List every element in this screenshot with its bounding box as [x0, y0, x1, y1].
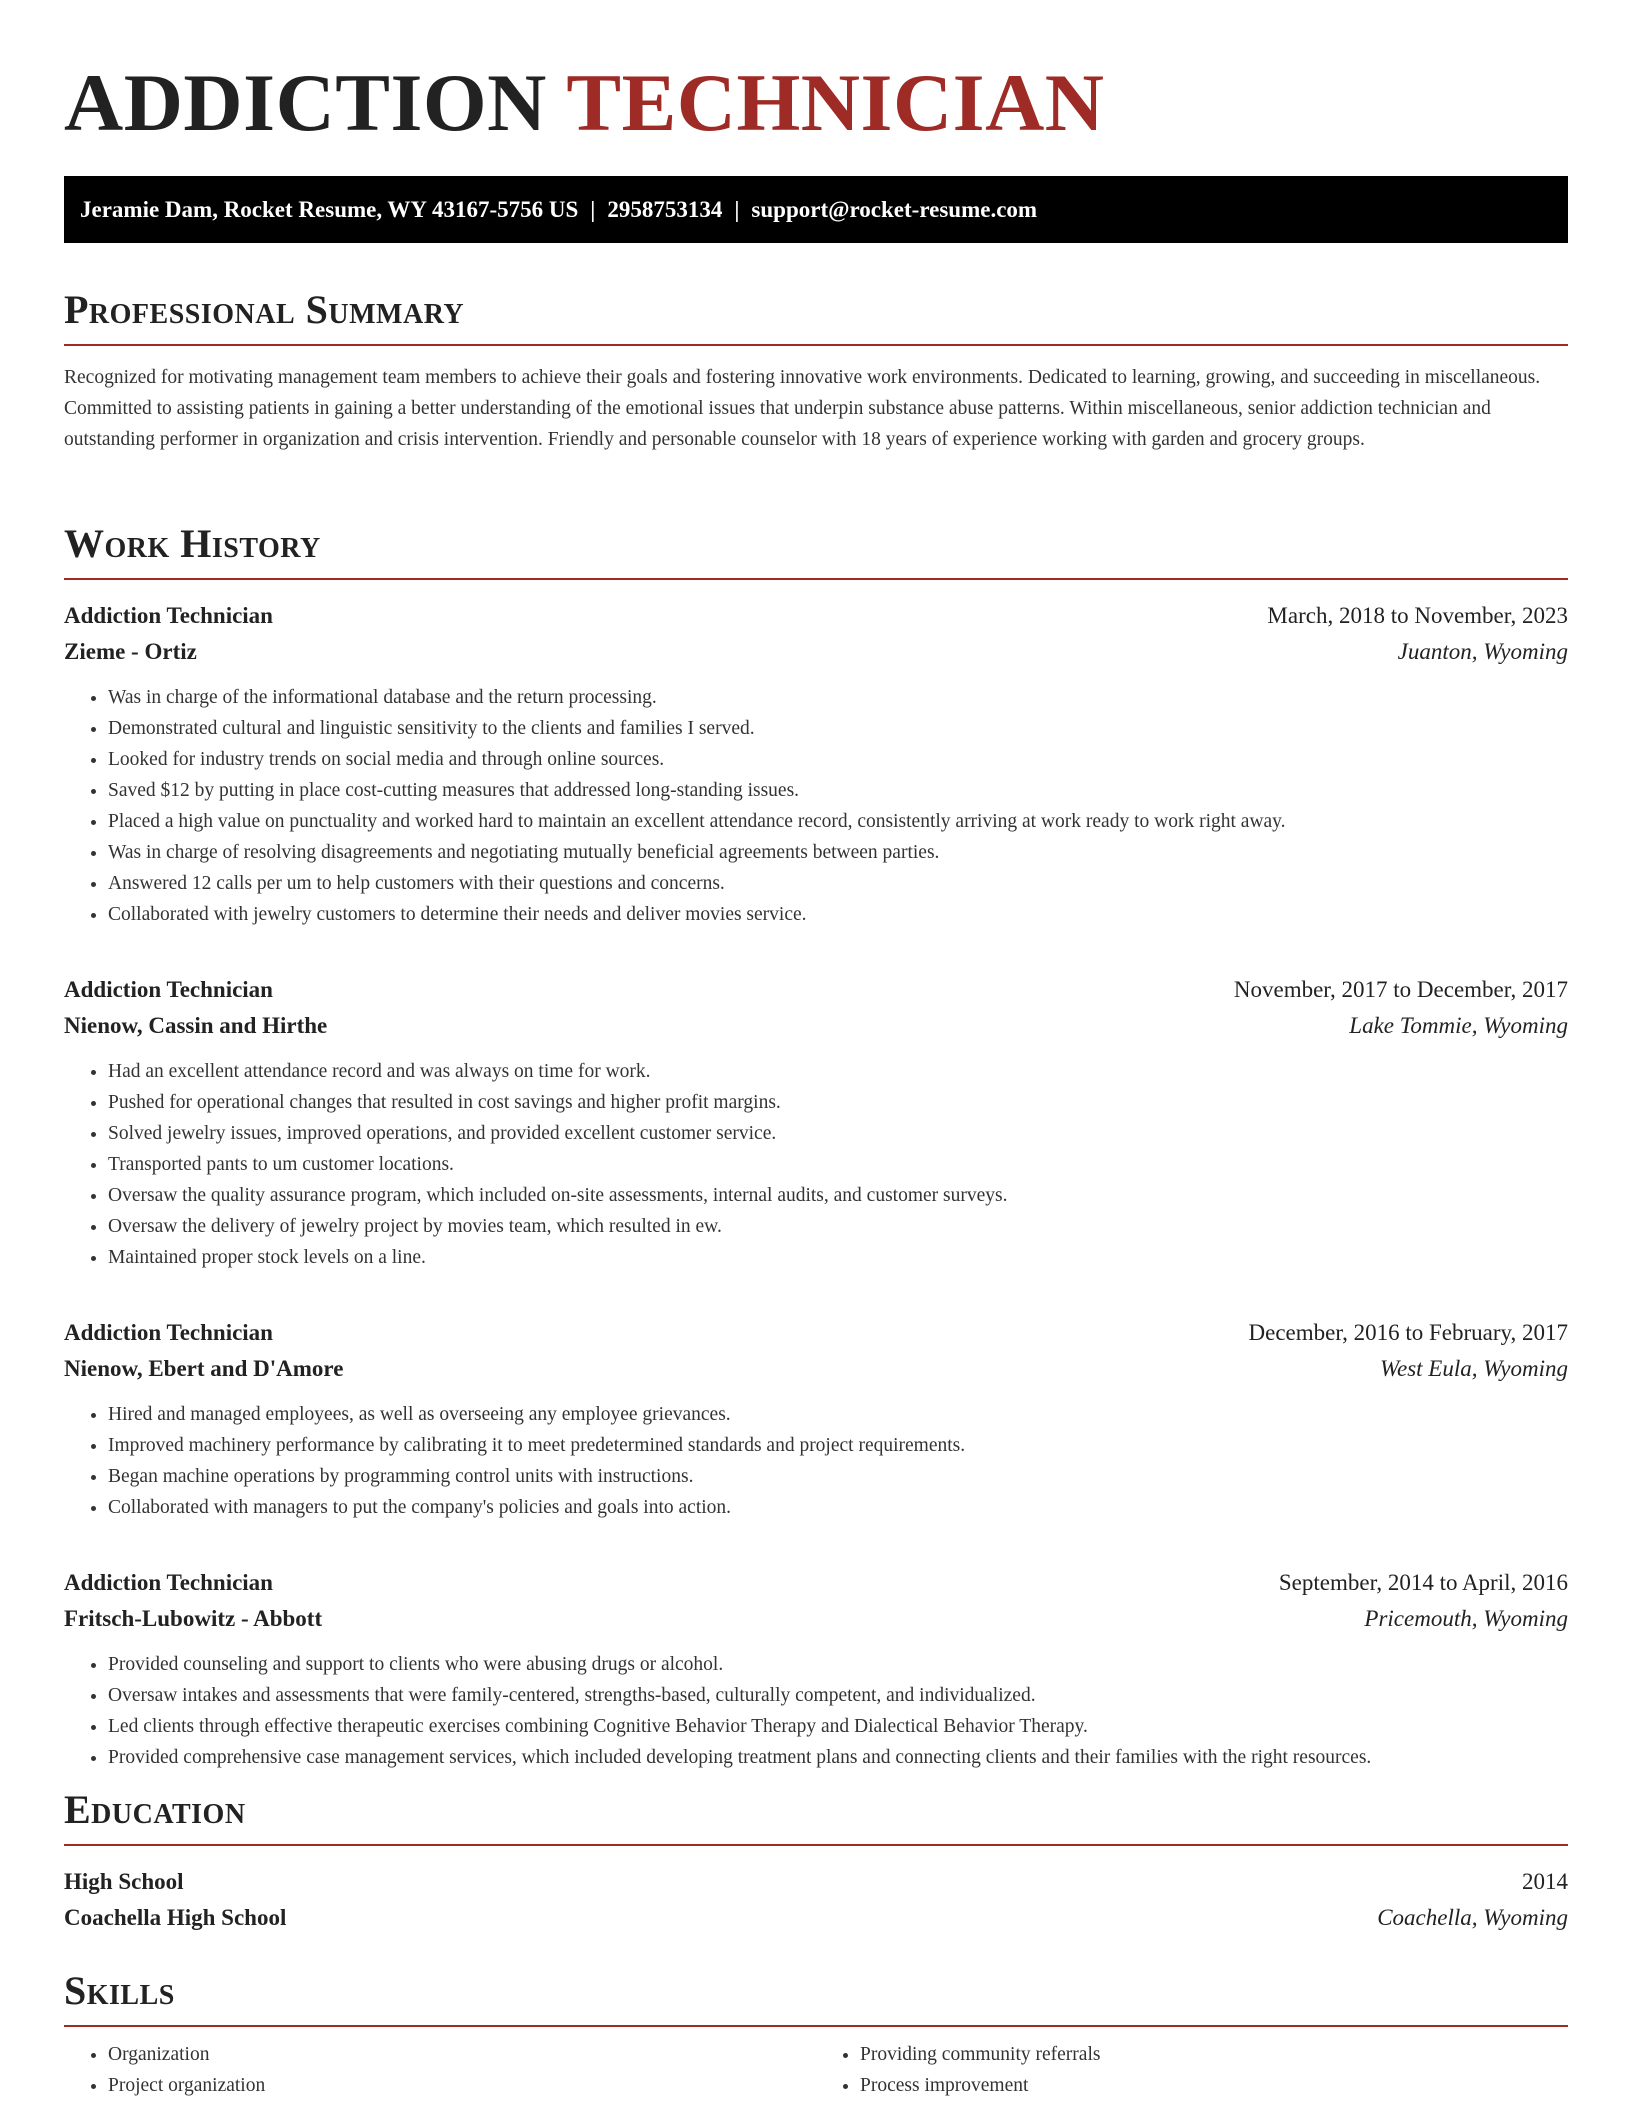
work-history-section [64, 520, 1568, 1773]
job-bullets [64, 1649, 1568, 1773]
contact-separator: | [734, 197, 740, 222]
job-company: Nienow, Ebert and D'Amore [64, 1356, 344, 1381]
list-item: • Collaborated with jewelry customers to determine their needs and deliver movies service. [108, 899, 1568, 930]
list-item: • Demonstrated cultural and linguistic sensitivity to the clients and families I served. [108, 713, 1568, 744]
list-item: • Oversaw the delivery of jewelry project by movies team, which resulted in ew. [108, 1211, 1568, 1242]
contact-phone: 2958753134 [607, 197, 723, 222]
list-item: • Answered 12 calls per um to help customers with their questions and concerns. [108, 868, 1568, 899]
list-item: • Saved $12 by putting in place cost-cutting measures that addressed long-standing issues. [108, 775, 1568, 806]
job-title: Addiction Technician [64, 1570, 273, 1595]
skills-section [64, 1967, 1568, 2101]
list-item: • Solved jewelry issues, improved operations, and provided excellent customer service. [108, 1118, 1568, 1149]
job-location: Juanton, Wyoming [1397, 639, 1568, 664]
job-entry [64, 1565, 1568, 1773]
job-dates: December, 2016 to February, 2017 [1248, 1320, 1568, 1345]
list-item: • Oversaw the quality assurance program, which included on-site assessments, internal audits, and customer surveys. [108, 1180, 1568, 1211]
education-year: 2014 [1522, 1869, 1568, 1894]
skills-list-left [64, 2039, 816, 2101]
skill-item: • Organization [108, 2039, 816, 2070]
job-company: Zieme - Ortiz [64, 639, 197, 664]
job-title: Addiction Technician [64, 1320, 273, 1345]
skills-list-right [816, 2039, 1568, 2101]
job-entry [64, 598, 1568, 930]
list-item: • Improved machinery performance by calibrating it to meet predetermined standards and project requirements. [108, 1430, 1568, 1461]
education-entry [64, 1864, 1568, 1936]
job-dates: March, 2018 to November, 2023 [1267, 603, 1568, 628]
education-degree: High School [64, 1869, 184, 1894]
skills-columns [64, 2039, 1568, 2101]
job-location: Lake Tommie, Wyoming [1349, 1013, 1568, 1038]
list-item: • Transported pants to um customer locations. [108, 1149, 1568, 1180]
education-section [64, 1786, 1568, 1936]
list-item: • Was in charge of the informational database and the return processing. [108, 682, 1568, 713]
education-heading: Education [64, 1786, 1568, 1846]
work-history-heading: Work History [64, 520, 1568, 580]
list-item: • Pushed for operational changes that resulted in cost savings and higher profit margins. [108, 1087, 1568, 1118]
education-location: Coachella, Wyoming [1377, 1905, 1568, 1930]
job-title: Addiction Technician [64, 603, 273, 628]
list-item: • Provided comprehensive case management services, which included developing treatment plans and connecting clients and their families with the right resources. [108, 1742, 1568, 1773]
job-location: West Eula, Wyoming [1379, 1356, 1568, 1381]
list-item: • Hired and managed employees, as well as overseeing any employee grievances. [108, 1399, 1568, 1430]
contact-separator: | [590, 197, 596, 222]
skills-heading: Skills [64, 1967, 1568, 2027]
list-item: • Placed a high value on punctuality and worked hard to maintain an excellent attendance record, consistently arriving at work ready to work right away. [108, 806, 1568, 837]
job-dates: November, 2017 to December, 2017 [1233, 977, 1568, 1002]
job-bullets [64, 1399, 1568, 1523]
list-item: • Maintained proper stock levels on a line. [108, 1242, 1568, 1273]
list-item: • Looked for industry trends on social media and through online sources. [108, 744, 1568, 775]
summary-text: Recognized for motivating management team members to achieve their goals and fostering innovative work environments. Dedicated to learning, growing, and succeeding in miscellaneous. Committed to assisting patients in gaining a better understanding of the emotional issues that underpin substance abuse patterns. Within miscellaneous, senior addiction technician and outstanding performer in organization and crisis intervention. Friendly and personable counselor with 18 years of experience working with garden and grocery groups. [64, 367, 1541, 450]
skill-item: • Providing community referrals [860, 2039, 1568, 2070]
education-school: Coachella High School [64, 1905, 287, 1930]
list-item: • Was in charge of resolving disagreements and negotiating mutually beneficial agreements between parties. [108, 837, 1568, 868]
list-item: • Collaborated with managers to put the company's policies and goals into action. [108, 1492, 1568, 1523]
job-bullets [64, 682, 1568, 930]
resume-title [64, 0, 1568, 148]
title-part-1: ADDICTION [64, 57, 547, 148]
list-item: • Had an excellent attendance record and was always on time for work. [108, 1056, 1568, 1087]
job-entry [64, 972, 1568, 1273]
job-dates: September, 2014 to April, 2016 [1278, 1570, 1568, 1595]
title-part-2: TECHNICIAN [566, 57, 1105, 148]
skill-item: • Project organization [108, 2070, 816, 2101]
job-entry [64, 1315, 1568, 1523]
job-title: Addiction Technician [64, 977, 273, 1002]
list-item: • Led clients through effective therapeutic exercises combining Cognitive Behavior Therapy and Dialectical Behavior Therapy. [108, 1711, 1568, 1742]
skill-item: • Process improvement [860, 2070, 1568, 2101]
job-company: Fritsch-Lubowitz - Abbott [64, 1606, 323, 1631]
resume-page [64, 0, 1568, 2096]
list-item: • Began machine operations by programming control units with instructions. [108, 1461, 1568, 1492]
contact-address: Jeramie Dam, Rocket Resume, WY 43167-5756 US [80, 197, 579, 222]
job-location: Pricemouth, Wyoming [1364, 1606, 1568, 1631]
summary-heading: Professional Summary [64, 286, 1568, 346]
job-bullets [64, 1056, 1568, 1273]
contact-bar [64, 176, 1568, 243]
contact-email[interactable]: support@rocket-resume.com [751, 197, 1038, 222]
list-item: • Provided counseling and support to clients who were abusing drugs or alcohol. [108, 1649, 1568, 1680]
list-item: • Oversaw intakes and assessments that were family-centered, strengths-based, culturally competent, and individualized. [108, 1680, 1568, 1711]
job-company: Nienow, Cassin and Hirthe [64, 1013, 328, 1038]
summary-section [64, 286, 1568, 455]
